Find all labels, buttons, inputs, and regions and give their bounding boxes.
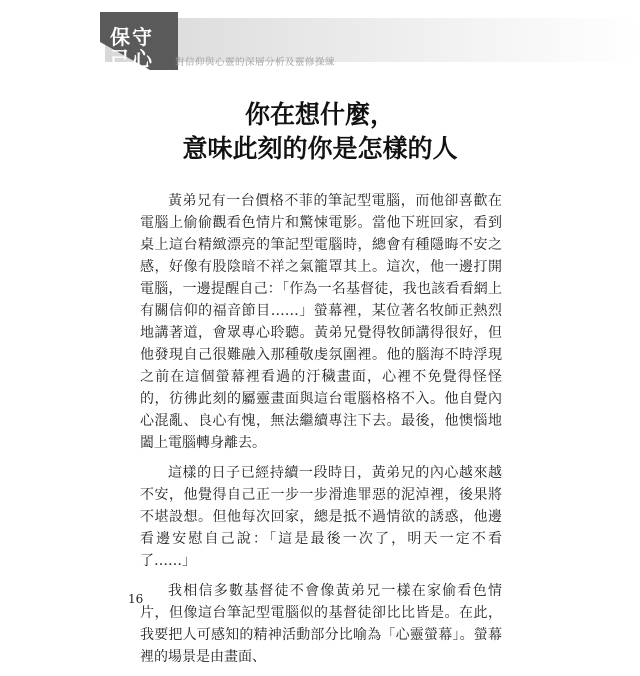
paragraph: 我相信多數基督徒不會像黃弟兄一樣在家偷看色情片，但像這台筆記型電腦似的基督徒卻比比皆是。在此，我要把人可感知的精神活動部分比喻為「心靈螢幕」。螢幕裡的場景是由畫面、	[140, 583, 502, 665]
chapter-heading-line2: 意味此刻的你是怎樣的人	[182, 134, 458, 163]
series-subtitle: 對信仰與心靈的深層分析及靈修操練	[175, 57, 336, 68]
chapter-header-band	[0, 12, 640, 70]
page-number: 16	[128, 592, 144, 606]
paragraph: 黃弟兄有一台價格不菲的筆記型電腦，而他卻喜歡在電腦上偷偷觀看色情片和驚悚電影。當他下班回家，看到桌上這台精緻漂亮的筆記型電腦時，總會有種隱晦不安之感，好像有股陰暗不祥之氣籠罩其上。這次，他一邊打開電腦，一邊提醒自己：「作為一名基督徒，我也該看看網上有關信仰的福音節目……」螢幕裡，某位著名牧師正熱烈地講著道，會眾專心聆聽。黃弟兄覺得牧師講得很好，但他發現自己很難融入那種敬虔氛圍裡。他的腦海不時浮現之前在這個螢幕裡看過的汙穢畫面，心裡不免覺得怪怪的，彷彿此刻的屬靈畫面與這台電腦格格不入。他自覺內心混亂、良心有愧，無法繼續專注下去。最後，他懊惱地闔上電腦轉身離去。	[140, 193, 502, 451]
series-title-line2: 己心	[110, 47, 154, 71]
series-title	[96, 26, 168, 70]
paragraph: 這樣的日子已經持續一段時日，黃弟兄的內心越來越不安，他覺得自己正一步一步滑進罪惡的泥淖裡，後果將不堪設想。但他每次回家，總是抵不過情欲的誘惑，他邊看邊安慰自己說：「這是最後一次了，明天一定不看了……」	[140, 465, 502, 569]
series-title-line1: 保守	[110, 25, 154, 49]
body-text	[140, 190, 502, 676]
chapter-heading	[0, 98, 640, 166]
chapter-heading-line1: 你在想什麼，	[244, 100, 395, 129]
